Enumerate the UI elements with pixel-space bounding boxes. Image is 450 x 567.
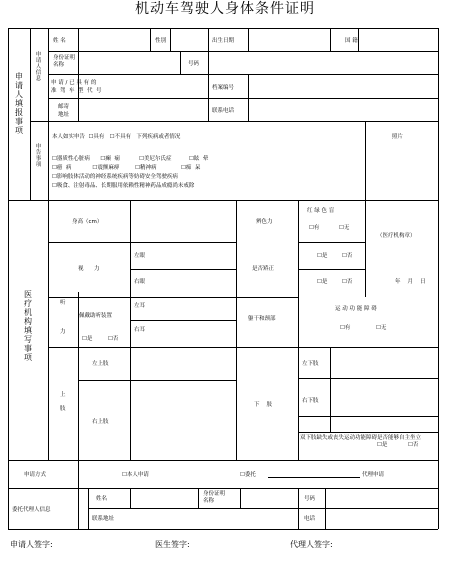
license-label: 申 请 / 已 具 有 的 准 驾 车 型 代 号	[51, 80, 102, 94]
agent-id-label: 身份证明 名称	[203, 491, 226, 504]
declare-line-3[interactable]: ☐影响肢体活动的神经系统疾病等妨碍安全驾驶疾病	[52, 174, 178, 180]
applicant-info-label: 申 请 人 信 息	[35, 52, 42, 82]
left-ear-label: 左耳	[134, 303, 146, 309]
hearing-label-1: 听	[60, 300, 66, 306]
lower-yes-option[interactable]: ☐是	[377, 442, 388, 448]
agent-number-label: 号码	[304, 496, 316, 502]
lower-limb-note: 双下肢缺失或丧失运动功能障碍是否能够自主坐立	[300, 435, 422, 441]
corrected-yes-right[interactable]: ☐是	[317, 279, 328, 285]
id-number-label: 号码	[188, 61, 200, 67]
motor-no-option[interactable]: ☐无	[376, 325, 387, 331]
gender-field[interactable]	[172, 31, 206, 49]
declare-label: 申 告 事 项	[35, 144, 42, 168]
height-field[interactable]	[132, 203, 234, 240]
id-type-field[interactable]	[80, 54, 178, 72]
motor-yes-option[interactable]: ☐有	[340, 325, 351, 331]
agent-phone-field[interactable]	[327, 510, 436, 527]
corrected-label: 是否矫正	[252, 266, 275, 272]
left-eye-label: 左眼	[134, 253, 146, 259]
archive-label: 档案编号	[212, 85, 235, 91]
agent-number-field[interactable]	[327, 490, 436, 506]
nationality-label: 国 籍	[345, 38, 358, 44]
declare-line-4[interactable]: ☐吸食、注射毒品、长期服用依赖性精神药品成瘾尚未戒除	[52, 183, 195, 189]
lower-limb-label: 下 肢	[254, 402, 272, 408]
left-lower-label: 左下肢	[302, 361, 319, 367]
agent-id-field[interactable]	[242, 490, 296, 506]
declare-line-2[interactable]: ☐癔 病 ☐震颤麻痹 ☐精神病 ☐痴 呆	[52, 165, 201, 171]
color-blind-label: 红 绿 色 盲	[307, 208, 335, 214]
lower-no-option[interactable]: ☐否	[408, 442, 419, 448]
nationality-field[interactable]	[360, 31, 436, 49]
hearing-yes-option[interactable]: ☐是	[82, 336, 93, 342]
name-label: 姓 名	[53, 38, 66, 44]
stamp-label: （医疗机构章）	[377, 233, 416, 239]
delegate-blank[interactable]	[268, 477, 360, 478]
right-upper-label: 右上肢	[92, 419, 109, 425]
phone-label: 联系电话	[212, 108, 235, 114]
self-apply-option[interactable]: ☐本人申请	[122, 472, 149, 478]
birth-label: 出生日期	[212, 38, 235, 44]
phone-field[interactable]	[250, 100, 436, 119]
page-title: 机动车驾驶人身体条件证明	[135, 1, 315, 17]
agent-signature-label: 代理人签字:	[290, 540, 333, 549]
right-eye-label: 右眼	[134, 279, 146, 285]
upper-limb-label-2: 肢	[60, 406, 66, 412]
delegate-option[interactable]: ☐委托	[240, 472, 256, 478]
corrected-no-left[interactable]: ☐否	[342, 253, 353, 259]
photo-label: 照片	[392, 134, 404, 140]
agent-phone-label: 电话	[304, 516, 316, 522]
agent-info-label: 委托代理人信息	[12, 507, 51, 513]
hearing-no-option[interactable]: ☐否	[108, 336, 119, 342]
declare-line-1[interactable]: ☐器质性心脏病 ☐癫 痫 ☐美尼尔氏症 ☐眩 晕	[52, 156, 209, 162]
application-method-label: 申请方式	[24, 472, 47, 478]
color-vision-label: 辨色力	[256, 219, 273, 225]
applicant-signature-label: 申请人签字:	[10, 540, 53, 549]
hearing-label-2: 力	[60, 329, 66, 335]
archive-field[interactable]	[250, 77, 436, 96]
id-type-label: 身份证明名称	[53, 55, 76, 68]
corrected-no-right[interactable]: ☐否	[342, 279, 353, 285]
applicant-section-label: 申 请 人 填 报 事 项	[15, 72, 23, 135]
height-label: 身高（cm）	[72, 219, 103, 225]
birth-field[interactable]	[250, 31, 328, 49]
motor-label: 运 动 功 能 障 碍	[335, 306, 377, 312]
postal-label: 邮寄 地址	[58, 104, 70, 118]
left-upper-label: 左上肢	[92, 361, 109, 367]
license-field[interactable]	[150, 77, 206, 96]
name-field[interactable]	[80, 31, 148, 49]
declare-question[interactable]: 本人如实申告 ☐具有 ☐不具有 下列疾病或者情况	[52, 134, 181, 140]
agent-name-field[interactable]	[132, 490, 196, 506]
hearing-aid-label: 佩戴助听装置	[79, 313, 113, 319]
agent-apply-text: 代理申请	[362, 472, 385, 478]
color-yes-option[interactable]: ☐有	[309, 225, 320, 231]
stamp-date: 年 月 日	[395, 279, 426, 285]
gender-label: 性别	[155, 38, 167, 44]
right-ear-label: 右耳	[134, 327, 146, 333]
color-no-option[interactable]: ☐无	[339, 225, 350, 231]
upper-limb-label-1: 上	[60, 392, 66, 398]
vision-label: 视 力	[78, 266, 100, 272]
agent-address-field[interactable]	[132, 510, 296, 527]
postal-field[interactable]	[80, 100, 206, 119]
corrected-yes-left[interactable]: ☐是	[317, 253, 328, 259]
doctor-signature-label: 医生签字:	[155, 540, 190, 549]
id-number-field[interactable]	[210, 54, 436, 72]
right-lower-label: 右下肢	[302, 398, 319, 404]
agent-address-label: 联系地址	[92, 516, 115, 522]
agent-name-label: 姓名	[96, 496, 108, 502]
medical-section-label: 医 疗 机 构 填 写 事 项	[24, 290, 32, 362]
neck-label: 躯干和颈部	[248, 316, 276, 322]
